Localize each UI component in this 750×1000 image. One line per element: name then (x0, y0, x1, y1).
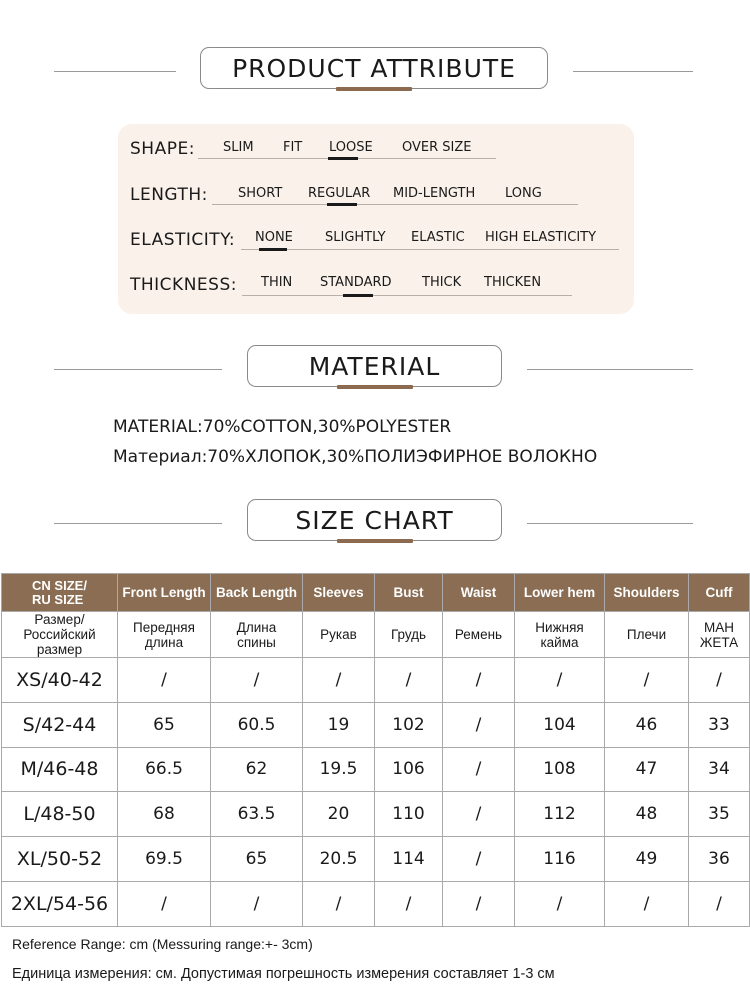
col-header-ru (118, 612, 211, 658)
table-cell: / (375, 658, 443, 703)
selected-indicator (327, 203, 357, 206)
section-title: PRODUCT ATTRIBUTE (200, 47, 548, 89)
attr-underline (242, 295, 572, 296)
table-cell: 66.5 (118, 747, 211, 792)
divider-right (573, 71, 693, 72)
col-header: Lower hem (515, 574, 605, 612)
table-cell: 104 (515, 702, 605, 747)
table-cell: / (689, 881, 750, 926)
attr-label: LENGTH: (130, 185, 208, 205)
attr-option-selected: STANDARD (320, 275, 392, 290)
col-header-text: Размер/ Российский размер (23, 612, 96, 657)
table-cell: 114 (375, 837, 443, 882)
col-header: Cuff (689, 574, 750, 612)
table-cell: / (211, 658, 303, 703)
attr-option: THICKEN (484, 275, 542, 290)
attr-option: OVER SIZE (402, 140, 472, 155)
col-header-ru (2, 612, 118, 658)
attr-label: SHAPE: (130, 139, 195, 159)
table-cell: / (515, 881, 605, 926)
table-cell: 36 (689, 837, 750, 882)
table-cell: 65 (118, 702, 211, 747)
attr-option-selected: NONE (255, 230, 293, 245)
table-cell: 48 (605, 792, 689, 837)
attr-row-thickness (118, 273, 634, 313)
selected-indicator (259, 248, 287, 251)
table-cell: 20.5 (303, 837, 375, 882)
size-cell: L/48-50 (2, 792, 118, 837)
attr-option-selected: REGULAR (308, 186, 371, 201)
table-cell: / (443, 702, 515, 747)
attr-underline (241, 249, 619, 250)
table-cell: / (443, 747, 515, 792)
table-cell: / (118, 881, 211, 926)
col-header-text: МАН ЖЕТА (699, 619, 739, 650)
size-cell: XL/50-52 (2, 837, 118, 882)
table-cell: 49 (605, 837, 689, 882)
divider-right (527, 523, 693, 524)
table-cell: 116 (515, 837, 605, 882)
table-cell: / (605, 658, 689, 703)
section-title: SIZE CHART (247, 499, 502, 541)
table-cell: 19 (303, 702, 375, 747)
attr-option: THIN (261, 275, 293, 290)
col-header: Back Length (211, 574, 303, 612)
divider-left (54, 369, 222, 370)
attr-option: SLIGHTLY (325, 230, 386, 245)
col-header: Waist (443, 574, 515, 612)
table-cell: 69.5 (118, 837, 211, 882)
table-cell: 63.5 (211, 792, 303, 837)
attr-label: THICKNESS: (130, 275, 237, 295)
table-cell: 102 (375, 702, 443, 747)
table-cell: / (443, 881, 515, 926)
attr-option: THICK (422, 275, 462, 290)
divider-left (54, 523, 222, 524)
table-row (2, 747, 750, 792)
col-header-ru (689, 612, 750, 658)
attr-option: SHORT (238, 186, 283, 201)
size-chart-header (0, 499, 750, 549)
table-cell: / (689, 658, 750, 703)
table-row (2, 792, 750, 837)
size-cell: 2XL/54-56 (2, 881, 118, 926)
col-header-text: Рукав (320, 627, 357, 642)
table-cell: 110 (375, 792, 443, 837)
col-header-text: CN SIZE/ RU SIZE (32, 577, 87, 607)
col-header-ru (605, 612, 689, 658)
size-cell: M/46-48 (2, 747, 118, 792)
table-cell: 47 (605, 747, 689, 792)
table-cell: / (443, 792, 515, 837)
attr-option-selected: LOOSE (329, 140, 373, 155)
material-english: MATERIAL:70%COTTON,30%POLYESTER (113, 417, 452, 437)
product-attribute-header (0, 47, 750, 97)
table-cell: / (303, 881, 375, 926)
col-header-ru (211, 612, 303, 658)
table-cell: 106 (375, 747, 443, 792)
title-accent (336, 87, 412, 91)
col-header: Front Length (118, 574, 211, 612)
header-row-english (2, 574, 750, 612)
attr-option: SLIM (223, 140, 254, 155)
material-russian: Материал:70%ХЛОПОК,30%ПОЛИЭФИРНОЕ ВОЛОКНО (113, 447, 598, 467)
selected-indicator (328, 157, 358, 160)
col-header-text: Нижняя кайма (535, 619, 584, 650)
attr-option: ELASTIC (411, 230, 465, 245)
table-cell: 35 (689, 792, 750, 837)
size-chart-table (1, 573, 750, 927)
divider-left (54, 71, 176, 72)
section-title: MATERIAL (247, 345, 502, 387)
table-cell: 112 (515, 792, 605, 837)
col-header: Bust (375, 574, 443, 612)
reference-range-note: Reference Range: cm (Messuring range:+- 3cm) (12, 936, 313, 952)
attr-label: ELASTICITY: (130, 230, 236, 250)
col-header: Sleeves (303, 574, 375, 612)
col-header-text: Плечи (626, 627, 667, 642)
table-cell: 33 (689, 702, 750, 747)
col-header-text: Грудь (390, 627, 427, 642)
table-cell: / (443, 658, 515, 703)
table-cell: 60.5 (211, 702, 303, 747)
attr-option: MID-LENGTH (393, 186, 476, 201)
table-cell: / (303, 658, 375, 703)
table-cell: 20 (303, 792, 375, 837)
attr-option: FIT (283, 140, 303, 155)
table-cell: / (375, 881, 443, 926)
attr-row-elasticity (118, 227, 634, 267)
title-accent (337, 385, 413, 389)
attribute-panel (118, 124, 634, 314)
table-row (2, 702, 750, 747)
measurement-note-ru: Единица измерения: см. Допустимая погрешность измерения составляет 1-3 см (12, 966, 555, 982)
col-header-ru (375, 612, 443, 658)
col-header-text: Длина спины (236, 619, 277, 650)
table-cell: / (118, 658, 211, 703)
attr-option: HIGH ELASTICITY (485, 230, 597, 245)
col-header-text: Ремень (454, 627, 503, 642)
divider-right (527, 369, 693, 370)
col-header-ru (443, 612, 515, 658)
material-header (0, 345, 750, 395)
size-cell: XS/40-42 (2, 658, 118, 703)
table-cell: / (211, 881, 303, 926)
col-header (2, 574, 118, 612)
attr-option: LONG (505, 186, 542, 201)
table-cell: 68 (118, 792, 211, 837)
table-cell: 46 (605, 702, 689, 747)
col-header: Shoulders (605, 574, 689, 612)
table-cell: / (515, 658, 605, 703)
table-cell: / (605, 881, 689, 926)
table-row (2, 837, 750, 882)
col-header-ru (515, 612, 605, 658)
selected-indicator (343, 294, 373, 297)
header-row-russian (2, 612, 750, 658)
col-header-text: Передняя длина (133, 619, 195, 650)
table-cell: 62 (211, 747, 303, 792)
attr-row-length (118, 182, 634, 222)
table-cell: 108 (515, 747, 605, 792)
table-cell: / (443, 837, 515, 882)
col-header-ru (303, 612, 375, 658)
attr-underline (212, 204, 578, 205)
table-cell: 65 (211, 837, 303, 882)
attr-row-shape (118, 136, 634, 176)
title-accent (337, 539, 413, 543)
table-cell: 34 (689, 747, 750, 792)
table-row (2, 658, 750, 703)
table-row (2, 881, 750, 926)
table-cell: 19.5 (303, 747, 375, 792)
size-cell: S/42-44 (2, 702, 118, 747)
